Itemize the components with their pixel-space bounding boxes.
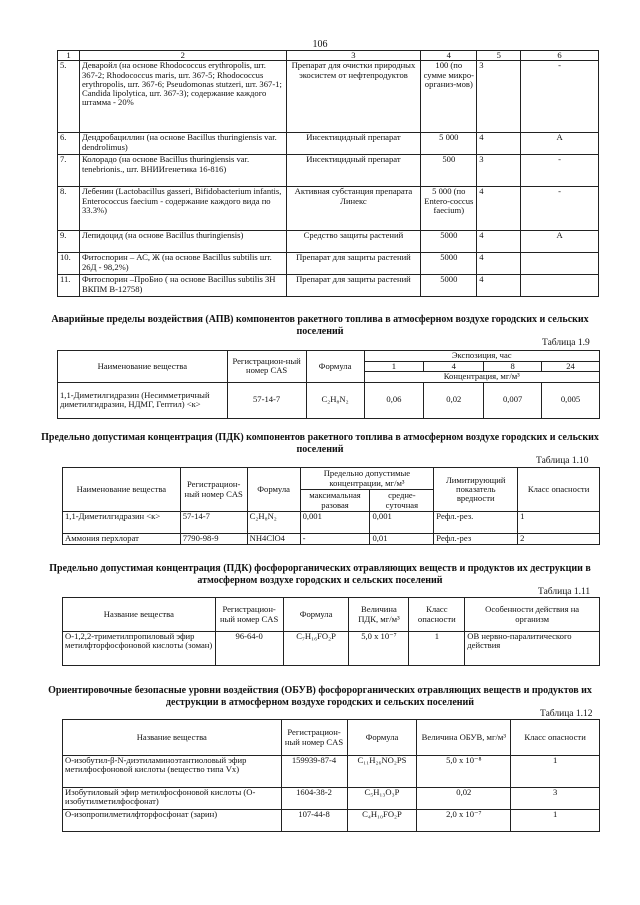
col-header-24h: 24 [542,362,600,372]
col-header-class: Класс опасности [511,720,600,756]
mark: - [521,61,599,133]
purpose: Препарат для защиты растений [286,253,421,275]
table-row [58,61,599,133]
row-number: 6. [58,133,80,155]
substance-name: Деваройл (на основе Rhodococcus erythropolis, шт. 367-2; Rhodococcus maris, шт. 367-5; Rhodococcus erythropolis, шт. 367-6; Pseudomonas stutzeri, шт. 367-1; Candida lipolytica, шт. 367-3); содержание каждого штамма - 20% [79,61,286,133]
substance-name: Дендробациллин (на основе Bacillus thuringiensis var. dendrolimus) [79,133,286,155]
microorganism-table [57,50,599,297]
mark: - [521,155,599,187]
purpose: Активная субстанция препарата Линекс [286,187,421,231]
value-4h: 0,02 [424,382,484,418]
hazard-class: 1 [511,756,600,788]
hazard-class: 1 [511,810,600,832]
col-header-class: Класс опасности [518,468,600,512]
table-row [58,155,599,187]
limit-indicator: Рефл.-рез. [434,512,518,534]
col-header-cas: Регистрацион-ный номер CAS [227,351,306,383]
col-header-name: Название вещества [63,598,216,632]
section-title-1-10: Предельно допустимая концентрация (ПДК) компонентов ракетного топлива в атмосферном воздухе городских и сельских поселений [41,432,599,455]
col-header-pdk: Величина ПДК, мг/м³ [349,598,409,632]
substance-name: Лебенин (Lactobacillus gasseri, Bifidobacterium infantis, Enterococcus faecium - содержание каждого вида по 33.3%) [79,187,286,231]
section-title-1-11: Предельно допустимая концентрация (ПДК) фосфорорганических отравляющих веществ и продуктов их деструкции в атмосферном воздухе городских и сельских поселений [49,563,591,586]
table-row [58,253,599,275]
col-header-1h: 1 [364,362,424,372]
row-number: 8. [58,187,80,231]
table-row [63,756,600,788]
table-row [63,788,600,810]
table-row [63,810,600,832]
value-max: - [300,534,370,545]
pdk-value: 5,0 x 10⁻⁷ [349,632,409,666]
purpose: Препарат для очистки природных экосистем от нефтепродуктов [286,61,421,133]
substance-name: 1,1-Диметилгидразин (Несимметричный диметилгидразин, НДМГ, Гептил) <к> [58,382,228,418]
col-header-exposure: Экспозиция, час [364,351,600,362]
substance-name: О-изопропилметилфторфосфонат (зарин) [63,810,282,832]
table-row [58,187,599,231]
mark: - [521,187,599,231]
cas-number: 96-64-0 [215,632,283,666]
formula: C₂H₈N₂ [247,512,300,534]
table-row [58,231,599,253]
substance-name: Колорадо (на основе Bacillus thuringiensis var. tenebrionis., шт. ВНИИгенетика 16-816) [79,155,286,187]
amount: 5000 [421,275,477,297]
col-header-formula: Формула [283,598,349,632]
col-header-pdk: Предельно допустимые концентрации, мг/м³ [300,468,434,490]
col-header-max: максимальная разовая [300,490,370,512]
mark: А [521,231,599,253]
col-header-name: Наименование вещества [63,468,181,512]
hazard-class: 1 [518,512,600,534]
col-header: 1 [58,51,80,61]
mark [521,275,599,297]
col-header-limit: Лимитирующий показатель вредности [434,468,518,512]
col-header: 2 [79,51,286,61]
amount: 5000 [421,231,477,253]
col-header: 6 [521,51,599,61]
col-header-name: Наименование вещества [58,351,228,383]
hazard-class: 3 [477,155,521,187]
col-header-concentration: Концентрация, мг/м³ [364,372,600,382]
row-number: 11. [58,275,80,297]
table-row [63,632,600,666]
col-header-formula: Формула [247,468,300,512]
col-header-class: Класс опасности [409,598,465,632]
col-header: 5 [477,51,521,61]
apv-table [57,350,600,419]
section-title-1-12: Ориентировочные безопасные уровни воздействия (ОБУВ) фосфорорганических отравляющих веществ и продуктов их деструкции в атмосферном воздухе городских и сельских поселений [48,685,592,708]
purpose: Средство защиты растений [286,231,421,253]
col-header-4h: 4 [424,362,484,372]
col-header-formula: Формула [347,720,417,756]
row-number: 9. [58,231,80,253]
hazard-class: 4 [477,187,521,231]
value-avg: 0,001 [370,512,434,534]
substance-name: Лепидоцид (на основе Bacillus thuringiensis) [79,231,286,253]
table-label-1-10: Таблица 1.10 [536,456,589,466]
table-row [58,133,599,155]
amount: 5 000 [421,133,477,155]
table-label-1-11: Таблица 1.11 [538,587,591,597]
col-header-obuv: Величина ОБУВ, мг/м³ [417,720,511,756]
col-header: 3 [286,51,421,61]
col-header-cas: Регистрацион-ный номер CAS [281,720,347,756]
limit-indicator: Рефл.-рез [434,534,518,545]
pdk-op-table [62,597,600,666]
hazard-class: 4 [477,275,521,297]
formula: C₂H₈N₂ [306,382,364,418]
col-header-formula: Формула [306,351,364,383]
formula: C₄H₁₀FO₂P [347,810,417,832]
cas-number: 1604-38-2 [281,788,347,810]
table-header-row [58,51,599,61]
table-row [63,512,600,534]
value-max: 0,001 [300,512,370,534]
col-header-avg: средне-суточная [370,490,434,512]
formula: C₅H₁₃O₃P [347,788,417,810]
amount: 5 000 (по Entero-coccus faecium) [421,187,477,231]
substance-name: О-1,2,2-триметилпропиловый эфир метилфторфосфоновой кислоты (зоман) [63,632,216,666]
substance-name: 1,1-Диметилгидразин <к> [63,512,181,534]
substance-name: Аммония перхлорат [63,534,181,545]
value-8h: 0,007 [484,382,542,418]
obuv-table [62,719,600,832]
amount: 100 (по сумме микро-организ-мов) [421,61,477,133]
row-number: 5. [58,61,80,133]
page-number: 106 [312,39,328,50]
purpose: Инсектицидный препарат [286,155,421,187]
row-number: 10. [58,253,80,275]
substance-name: О-изобутил-β-N-диэтиламиноэтантиоловый эфир метилфосфоновой кислоты (вещество типа Vx) [63,756,282,788]
cas-number: 7790-98-9 [180,534,247,545]
table-row [58,382,600,418]
col-header-cas: Регистрацион-ный номер CAS [215,598,283,632]
col-header-name: Название вещества [63,720,282,756]
cas-number: 159939-87-4 [281,756,347,788]
col-header: 4 [421,51,477,61]
formula: C₁₁H₂₆NO₂PS [347,756,417,788]
purpose: Инсектицидный препарат [286,133,421,155]
hazard-class: 4 [477,253,521,275]
hazard-class: 2 [518,534,600,545]
hazard-class: 1 [409,632,465,666]
table-row [58,275,599,297]
mark: А [521,133,599,155]
col-header-8h: 8 [484,362,542,372]
pdk-rocket-table [62,467,600,545]
effect-feature: ОВ нервно-паралитического действия [465,632,600,666]
formula: C₇H₁₆FO₂P [283,632,349,666]
hazard-class: 3 [477,61,521,133]
amount: 5000 [421,253,477,275]
hazard-class: 4 [477,133,521,155]
formula: NH4ClO4 [247,534,300,545]
obuv-value: 2,0 x 10⁻⁷ [417,810,511,832]
col-header-cas: Регистрацион-ный номер CAS [180,468,247,512]
mark [521,253,599,275]
table-row [63,534,600,545]
row-number: 7. [58,155,80,187]
table-label-1-12: Таблица 1.12 [540,709,593,719]
value-avg: 0,01 [370,534,434,545]
section-title-1-9: Аварийные пределы воздействия (АПВ) компонентов ракетного топлива в атмосферном воздухе городских и сельских поселений [51,314,589,337]
obuv-value: 0,02 [417,788,511,810]
purpose: Препарат для защиты растений [286,275,421,297]
cas-number: 57-14-7 [180,512,247,534]
cas-number: 107-44-8 [281,810,347,832]
table-label-1-9: Таблица 1.9 [542,338,590,348]
obuv-value: 5,0 x 10⁻⁸ [417,756,511,788]
value-1h: 0,06 [364,382,424,418]
substance-name: Фитоспорин –ПроБио ( на основе Bacillus subtilis ЗН ВКПМ В-12758) [79,275,286,297]
substance-name: Изобутиловый эфир метилфосфоновой кислоты (О-изобутилметилфосфонат) [63,788,282,810]
amount: 500 [421,155,477,187]
substance-name: Фитоспорин – АС, Ж (на основе Bacillus subtilis шт. 26Д - 98,2%) [79,253,286,275]
hazard-class: 3 [511,788,600,810]
value-24h: 0,005 [542,382,600,418]
col-header-feature: Особенности действия на организм [465,598,600,632]
hazard-class: 4 [477,231,521,253]
cas-number: 57-14-7 [227,382,306,418]
